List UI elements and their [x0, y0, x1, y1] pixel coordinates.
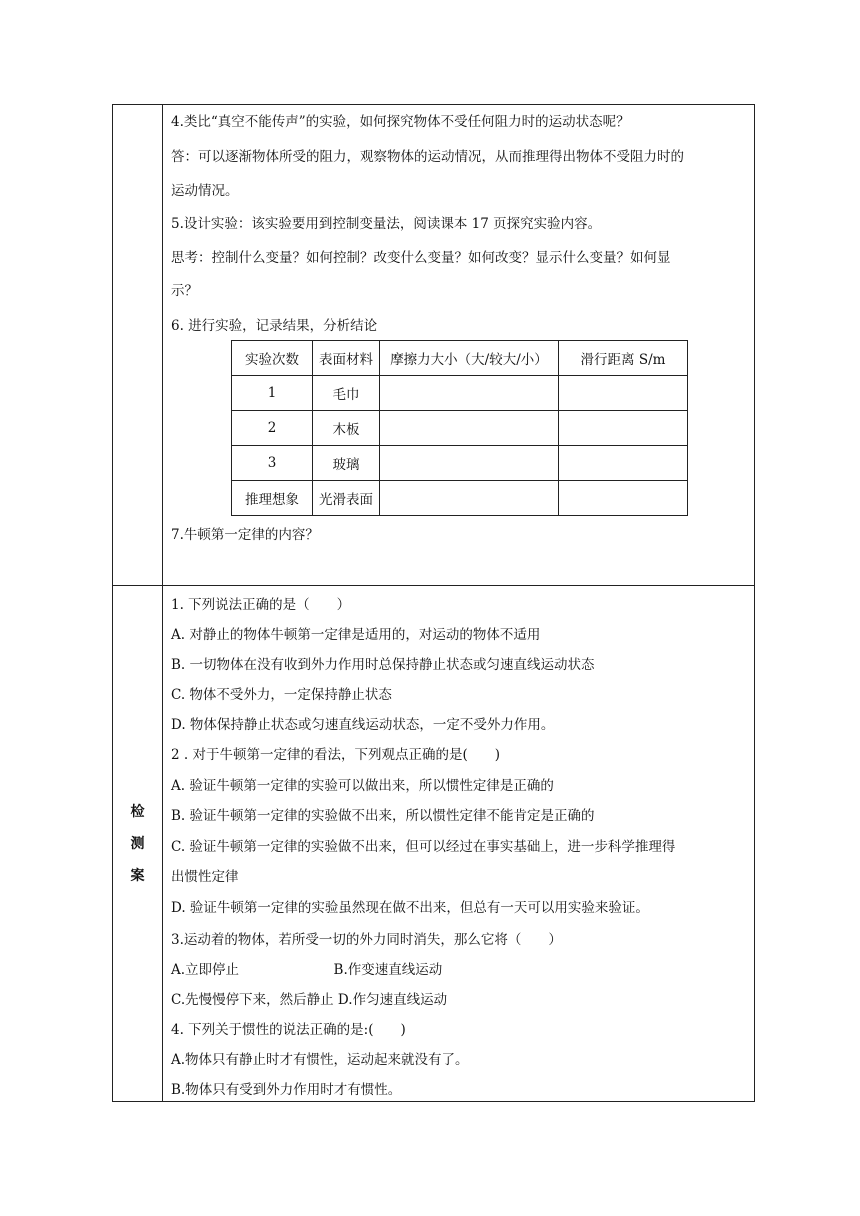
column-divider [162, 105, 163, 1101]
quiz-line: C. 验证牛顿第一定律的实验做不出来，但可以经过在事实基础上，进一步科学推理得 [171, 839, 676, 855]
header-cell: 实验次数 [232, 341, 313, 376]
table-cell [559, 376, 688, 411]
table-cell [559, 446, 688, 481]
quiz-line: D. 验证牛顿第一定律的实验虽然现在做不出来，但总有一天可以用实验来验证。 [171, 900, 649, 916]
quiz-line: A. 验证牛顿第一定律的实验可以做出来，所以惯性定律是正确的 [171, 778, 554, 794]
worksheet-frame [112, 104, 755, 1102]
quiz-line: 1. 下列说法正确的是（ ） [171, 597, 351, 613]
quiz-line: B. 一切物体在没有收到外力作用时总保持静止状态或匀速直线运动状态 [171, 657, 595, 673]
quiz-line: 2 . 对于牛顿第一定律的看法，下列观点正确的是( ) [171, 747, 500, 763]
answer-line-1: 答：可以逐渐物体所受的阻力，观察物体的运动情况，从而推理得出物体不受阻力时的 [171, 149, 684, 165]
think-line-1: 思考：控制什么变量？如何控制？改变什么变量？如何改变？显示什么变量？如何显 [171, 250, 671, 266]
think-line-2: 示？ [171, 283, 198, 299]
quiz-line: B. 验证牛顿第一定律的实验做不出来，所以惯性定律不能肯定是正确的 [171, 808, 595, 824]
table-cell: 木板 [313, 411, 380, 446]
experiment-table [231, 340, 688, 516]
section-label [113, 586, 162, 1101]
table-cell [559, 481, 688, 516]
table-cell [380, 411, 559, 446]
section-label-char: 测 [130, 835, 145, 852]
header-cell: 表面材料 [313, 341, 380, 376]
table-row [232, 411, 688, 446]
table-row [232, 481, 688, 516]
table-cell: 推理想象 [232, 481, 313, 516]
section-label-char: 案 [130, 867, 145, 884]
quiz-line: B.物体只有受到外力作用时才有惯性。 [171, 1082, 402, 1098]
answer-line-2: 运动情况。 [171, 183, 239, 199]
quiz-line: A.立即停止 B.作变速直线运动 [171, 962, 443, 978]
header-cell: 滑行距离 S/m [559, 341, 688, 376]
quiz-line: A. 对静止的物体牛顿第一定律是适用的，对运动的物体不适用 [171, 627, 541, 643]
table-row [232, 446, 688, 481]
quiz-line: 出惯性定律 [171, 869, 239, 885]
quiz-line: 4. 下列关于惯性的说法正确的是:( ) [171, 1022, 406, 1038]
table-cell [380, 446, 559, 481]
table-cell: 2 [232, 411, 313, 446]
header-cell: 摩擦力大小（大/较大/小） [380, 341, 559, 376]
quiz-line: A.物体只有静止时才有惯性，运动起来就没有了。 [171, 1052, 469, 1068]
table-cell: 光滑表面 [313, 481, 380, 516]
step-5: 5.设计实验：该实验要用到控制变量法，阅读课本 17 页探究实验内容。 [171, 216, 602, 232]
table-cell: 3 [232, 446, 313, 481]
table-cell: 毛巾 [313, 376, 380, 411]
table-row [232, 376, 688, 411]
step-6: 6. 进行实验，记录结果，分析结论 [171, 318, 378, 334]
quiz-line: C. 物体不受外力，一定保持静止状态 [171, 687, 392, 703]
table-cell [380, 376, 559, 411]
table-cell [380, 481, 559, 516]
table-header-row [232, 341, 688, 376]
table-cell: 1 [232, 376, 313, 411]
quiz-line: 3.运动着的物体，若所受一切的外力同时消失，那么它将（ ） [171, 932, 562, 948]
section-divider [113, 585, 754, 586]
section-label-char: 检 [130, 803, 145, 820]
table-cell [559, 411, 688, 446]
question-4: 4.类比“真空不能传声”的实验，如何探究物体不受任何阻力时的运动状态呢？ [171, 114, 630, 130]
quiz-line: D. 物体保持静止状态或匀速直线运动状态，一定不受外力作用。 [171, 717, 555, 733]
question-7: 7.牛顿第一定律的内容？ [171, 527, 319, 543]
quiz-line: C.先慢慢停下来，然后静止 D.作匀速直线运动 [171, 992, 448, 1008]
table-cell: 玻璃 [313, 446, 380, 481]
